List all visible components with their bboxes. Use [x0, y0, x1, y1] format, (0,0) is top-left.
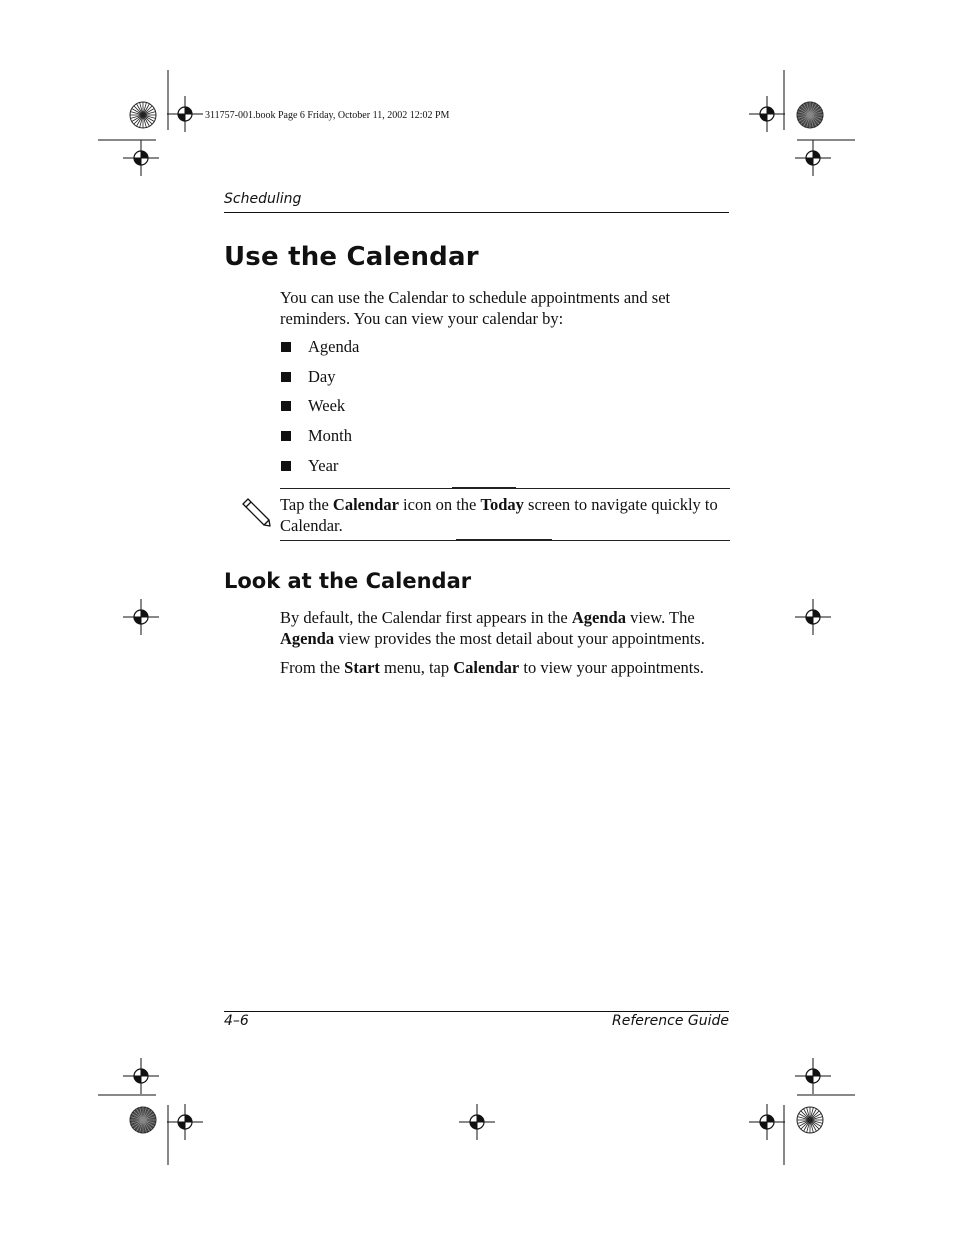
intro-paragraph: You can use the Calendar to schedule appointments and set reminders. You can view your calendar by: — [280, 288, 671, 328]
star-target-icon — [130, 1107, 156, 1133]
registration-target-icon — [123, 140, 159, 176]
star-target-icon — [797, 102, 823, 128]
bold-agenda: Agenda — [571, 608, 626, 627]
list-item-label: Month — [308, 426, 353, 446]
page-number: 4–6 — [224, 1013, 249, 1029]
header-rule — [224, 212, 729, 213]
list-item — [280, 337, 359, 367]
list-item-label: Year — [308, 455, 339, 475]
note-bold-today: Today — [480, 495, 524, 514]
registration-target-icon — [749, 1104, 785, 1140]
note-bottom-rule-accent — [456, 539, 552, 541]
pencil-icon — [240, 496, 272, 528]
registration-target-icon — [795, 140, 831, 176]
text-part: view. The — [625, 608, 695, 627]
registration-target-icon — [459, 1104, 495, 1140]
registration-target-icon — [167, 96, 203, 132]
list-item-label: Day — [308, 366, 336, 386]
bullet-square-icon — [281, 342, 291, 352]
list-item-label: Agenda — [308, 337, 360, 356]
note-bold-calendar: Calendar — [332, 495, 399, 514]
text-part: to view your appointments. — [519, 658, 704, 677]
bold-start: Start — [344, 658, 380, 677]
section-heading: Look at the Calendar — [224, 569, 472, 593]
registration-target-icon — [123, 1058, 159, 1094]
star-target-icon — [130, 102, 156, 128]
bullet-square-icon — [281, 401, 291, 411]
text-part: view provides the most detail about your appointments. — [334, 629, 705, 648]
registration-target-icon — [749, 96, 785, 132]
note-text-part: Tap the — [280, 495, 333, 514]
registration-target-icon — [795, 599, 831, 635]
bold-agenda: Agenda — [280, 629, 335, 648]
list-item — [280, 456, 359, 486]
note-text-part: icon on the — [398, 495, 481, 514]
list-item — [280, 367, 359, 397]
note-top-rule-accent — [452, 487, 516, 489]
registration-target-icon — [123, 599, 159, 635]
file-slug: 311757-001.book Page 6 Friday, October 11, 2002 12:02 PM — [205, 110, 450, 121]
star-target-icon — [797, 1107, 823, 1133]
list-item-label: Week — [308, 396, 346, 416]
registration-target-icon — [167, 1104, 203, 1140]
bold-calendar: Calendar — [453, 658, 520, 677]
text-part: menu, tap — [379, 658, 454, 677]
list-item — [280, 426, 359, 456]
running-head: Scheduling — [224, 191, 302, 207]
book-title: Reference Guide — [612, 1013, 729, 1029]
calendar-views-list — [280, 337, 359, 485]
note-text-part: screen to navigate quickly to Calendar. — [280, 495, 718, 535]
note-text — [280, 494, 730, 536]
bullet-square-icon — [281, 461, 291, 471]
registration-target-icon — [795, 1058, 831, 1094]
start-menu-paragraph — [280, 657, 730, 678]
page-title: Use the Calendar — [224, 242, 479, 272]
default-view-paragraph — [280, 607, 730, 649]
bullet-square-icon — [281, 372, 291, 382]
list-item — [280, 396, 359, 426]
footer-rule — [224, 1011, 729, 1012]
text-part: From the — [280, 658, 345, 677]
text-part: By default, the Calendar first appears in the — [280, 608, 572, 627]
bullet-square-icon — [281, 431, 291, 441]
